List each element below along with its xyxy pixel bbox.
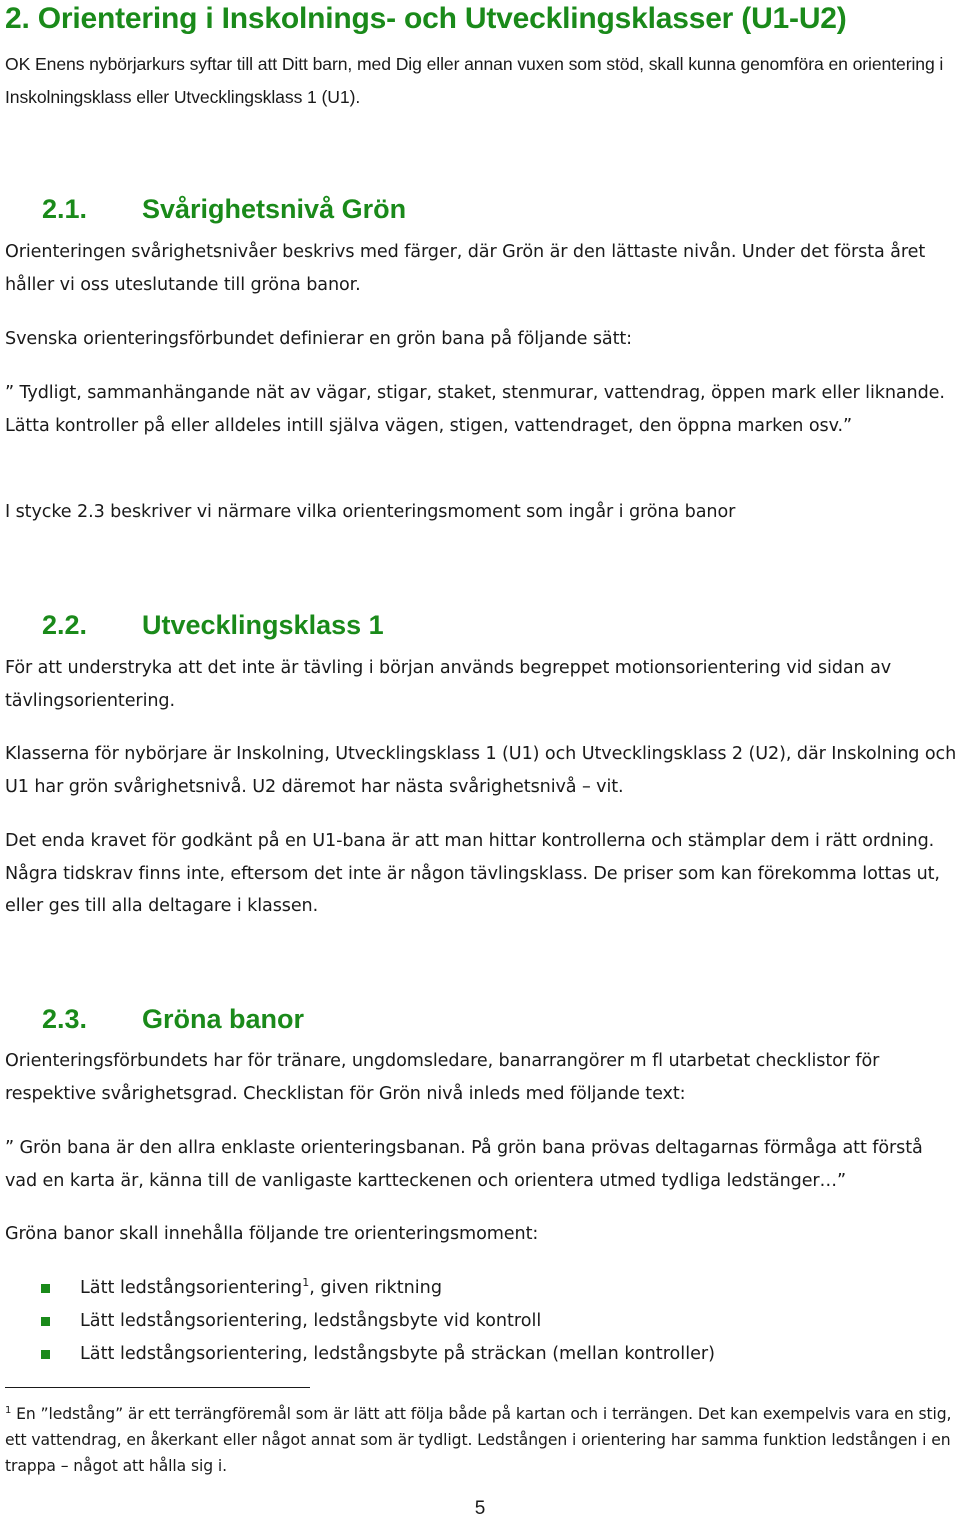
page-number: 5 bbox=[474, 1498, 486, 1519]
page-heading: 2. Orientering i Inskolnings- och Utvecklingsklasser (U1-U2) bbox=[5, 2, 847, 35]
footnote-divider bbox=[5, 1387, 310, 1388]
list-item: Lätt ledstångsorientering$^1$, given riktning bbox=[0, 1272, 715, 1305]
section-title: Utvecklingsklass 1 bbox=[142, 610, 384, 640]
list-item: Lätt ledstångsorientering, ledstångsbyte vid kontroll bbox=[0, 1305, 715, 1338]
section-title: Gröna banor bbox=[142, 1004, 305, 1034]
paragraph: För att understryka att det inte är tävling i början används begreppet motionsorientering vid sidan av tävlingsorientering. bbox=[5, 658, 892, 711]
section-number: 2.3. bbox=[42, 1004, 88, 1034]
paragraph: Orienteringsförbundets har för tränare, ungdomsledare, banarrangörer m fl utarbetat checklistor för respektive svårighetsgrad. Checklistan för Grön nivå inleds med följande text: bbox=[5, 1051, 880, 1104]
section-heading-2-2 bbox=[42, 610, 384, 641]
footnote bbox=[5, 1401, 955, 1479]
square-bullet-icon bbox=[41, 1284, 50, 1293]
paragraph: Gröna banor skall innehålla följande tre orienteringsmoment: bbox=[5, 1224, 539, 1244]
footnote-text: En ”ledstång” är ett terrängföremål som är lätt att följa både på kartan och i terrängen. Det kan exempelvis vara en stig, ett vattendrag, en åkerkant eller något annat som är tydligt. Ledstången i orientering har samma funktion ledstången i en trappa – något att hålla sig i. bbox=[5, 1405, 952, 1475]
footnote-ref: 1 bbox=[302, 1276, 310, 1290]
footnote-marker: 1 bbox=[5, 1404, 12, 1416]
paragraph: Klasserna för nybörjare är Inskolning, Utvecklingsklass 1 (U1) och Utvecklingsklass 2 (U2), där Inskolning och U1 har grön svårighetsnivå. U2 däremot har nästa svårighetsnivå – vit. bbox=[5, 744, 957, 797]
quote-paragraph: ” Tydligt, sammanhängande nät av vägar, stigar, staket, stenmurar, vattendrag, öppen mark eller liknande. Lätta kontroller på eller alldeles intill själva vägen, stigen, vattendraget, den öppna marken osv.” bbox=[5, 383, 945, 436]
paragraph: Orienteringen svårighetsnivåer beskrivs med färger, där Grön är den lättaste nivån. Under det första året håller vi oss uteslutande till gröna banor. bbox=[5, 242, 926, 295]
section-number: 2.1. bbox=[42, 194, 88, 224]
section-heading-2-3 bbox=[42, 1004, 304, 1035]
orienteering-moments-list bbox=[0, 1272, 715, 1371]
intro-paragraph: OK Enens nybörjarkurs syftar till att Ditt barn, med Dig eller annan vuxen som stöd, skall kunna genomföra en orientering i Inskolningsklass eller Utvecklingsklass 1 (U1). bbox=[5, 54, 944, 107]
section-number: 2.2. bbox=[42, 610, 88, 640]
section-title: Svårighetsnivå Grön bbox=[142, 194, 407, 224]
square-bullet-icon bbox=[41, 1350, 50, 1359]
list-item: Lätt ledstångsorientering, ledstångsbyte på sträckan (mellan kontroller) bbox=[0, 1338, 715, 1371]
paragraph: Det enda kravet för godkänt på en U1-bana är att man hittar kontrollerna och stämplar dem i rätt ordning. Några tidskrav finns inte, eftersom det inte är någon tävlingsklass. De priser som kan förekomma lottas ut, eller ges till alla deltagare i klassen. bbox=[5, 831, 940, 916]
square-bullet-icon bbox=[41, 1317, 50, 1326]
section-heading-2-1 bbox=[42, 194, 406, 225]
quote-paragraph: ” Grön bana är den allra enklaste orienteringsbanan. På grön bana prövas deltagarnas förmåga att förstå vad en karta är, känna till de vanligaste kartteckenen och orientera utmed tydliga ledstänger…” bbox=[5, 1138, 923, 1191]
paragraph: I stycke 2.3 beskriver vi närmare vilka orienteringsmoment som ingår i gröna banor bbox=[5, 502, 736, 522]
paragraph: Svenska orienteringsförbundet definierar en grön bana på följande sätt: bbox=[5, 329, 633, 349]
